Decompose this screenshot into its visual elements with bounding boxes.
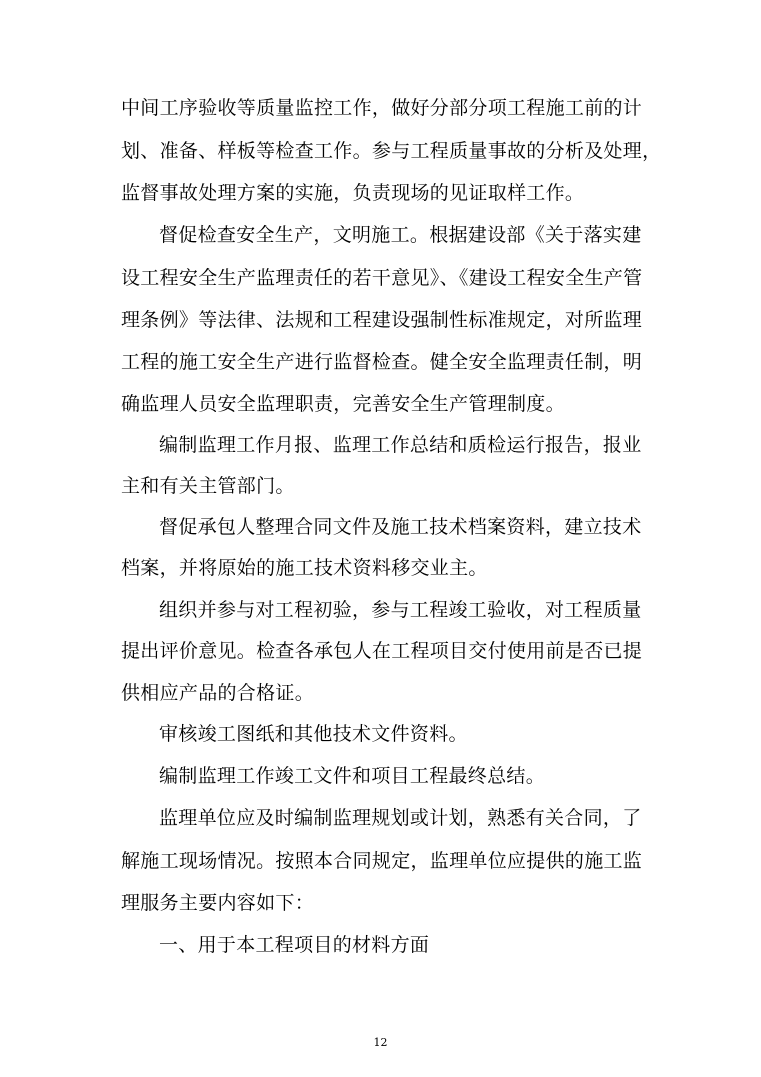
text-line: 划、准备、样板等检查工作。参与工程质量事故的分析及处理， xyxy=(121,140,662,162)
text-line: 工程的施工安全生产进行监督检查。健全安全监理责任制，明 xyxy=(121,351,643,373)
text-line: 主和有关主管部门。 xyxy=(121,475,295,497)
text-line: 解施工现场情况。按照本合同规定，监理单位应提供的施工监 xyxy=(121,850,643,872)
text-line: 提出评价意见。检查各承包人在工程项目交付使用前是否已提 xyxy=(121,640,643,662)
text-line: 督促检查安全生产，文明施工。根据建设部《关于落实建 xyxy=(159,224,642,246)
text-line: 理服务主要内容如下： xyxy=(121,892,315,914)
text-line: 监理单位应及时编制监理规划或计划，熟悉有关合同，了 xyxy=(159,807,642,829)
text-line: 编制监理工作竣工文件和项目工程最终总结。 xyxy=(159,765,546,787)
page-number: 12 xyxy=(373,1036,388,1049)
text-line: 审核竣工图纸和其他技术文件资料。 xyxy=(159,723,468,745)
text-line: 编制监理工作月报、监理工作总结和质检运行报告，报业 xyxy=(159,434,642,456)
text-line: 监督事故处理方案的实施，负责现场的见证取样工作。 xyxy=(121,182,585,204)
text-line: 确监理人员安全监理职责，完善安全生产管理制度。 xyxy=(121,393,565,415)
text-line: 设工程安全生产监理责任的若干意见》、《建设工程安全生产管 xyxy=(121,267,643,289)
text-line: 组织并参与对工程初验，参与工程竣工验收，对工程质量 xyxy=(159,599,642,621)
text-line: 档案，并将原始的施工技术资料移交业主。 xyxy=(121,557,488,579)
text-line: 供相应产品的合格证。 xyxy=(121,682,315,704)
section-heading: 一、用于本工程项目的材料方面 xyxy=(159,934,430,956)
text-line: 督促承包人整理合同文件及施工技术档案资料，建立技术 xyxy=(159,516,642,538)
text-line: 中间工序验收等质量监控工作，做好分部分项工程施工前的计 xyxy=(121,97,643,119)
text-line: 理条例》等法律、法规和工程建设强制性标准规定，对所监理 xyxy=(121,309,643,331)
